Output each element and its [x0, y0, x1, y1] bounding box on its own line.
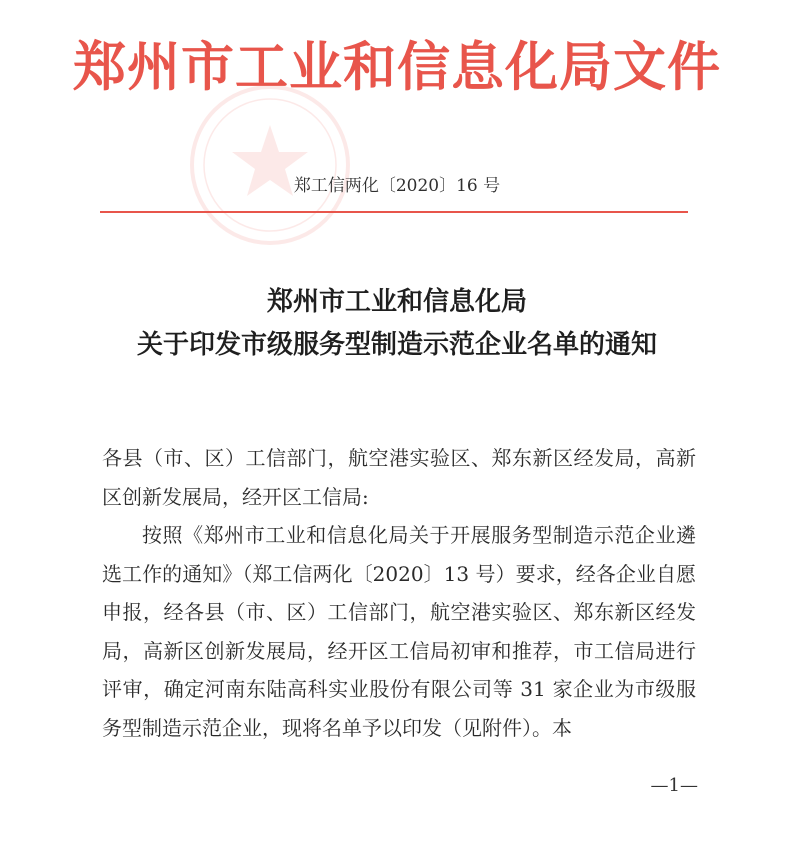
- document-header-title: 郑州市工业和信息化局文件: [73, 37, 721, 98]
- notice-title-line-2: 关于印发市级服务型制造示范企业名单的通知: [136, 330, 657, 360]
- body-paragraph-1: 按照《郑州市工业和信息化局关于开展服务型制造示范企业遴选工作的通知》（郑工信两化〔2020〕13 号）要求，经各企业自愿申报，经各县（市、区）工信部门，航空港实验区、郑东新区经发局，高新区创新发展局，经开区工信局初审和推荐，市工信局进行评审，确定河南东陆高科实业股份有限公司等 31 家企业为市级服务型制造示范企业，现将名单予以印发（见附件）。本: [102, 523, 696, 740]
- notice-body: [102, 439, 696, 747]
- document-number: 郑工信两化〔2020〕16 号: [293, 176, 501, 196]
- notice-title-line-1: 郑州市工业和信息化局: [266, 287, 527, 317]
- page-number: —1—: [650, 775, 698, 796]
- salutation-paragraph: 各县（市、区）工信部门，航空港实验区、郑东新区经发局，高新区创新发展局，经开区工信局:: [102, 446, 696, 509]
- red-divider-line: [100, 211, 688, 213]
